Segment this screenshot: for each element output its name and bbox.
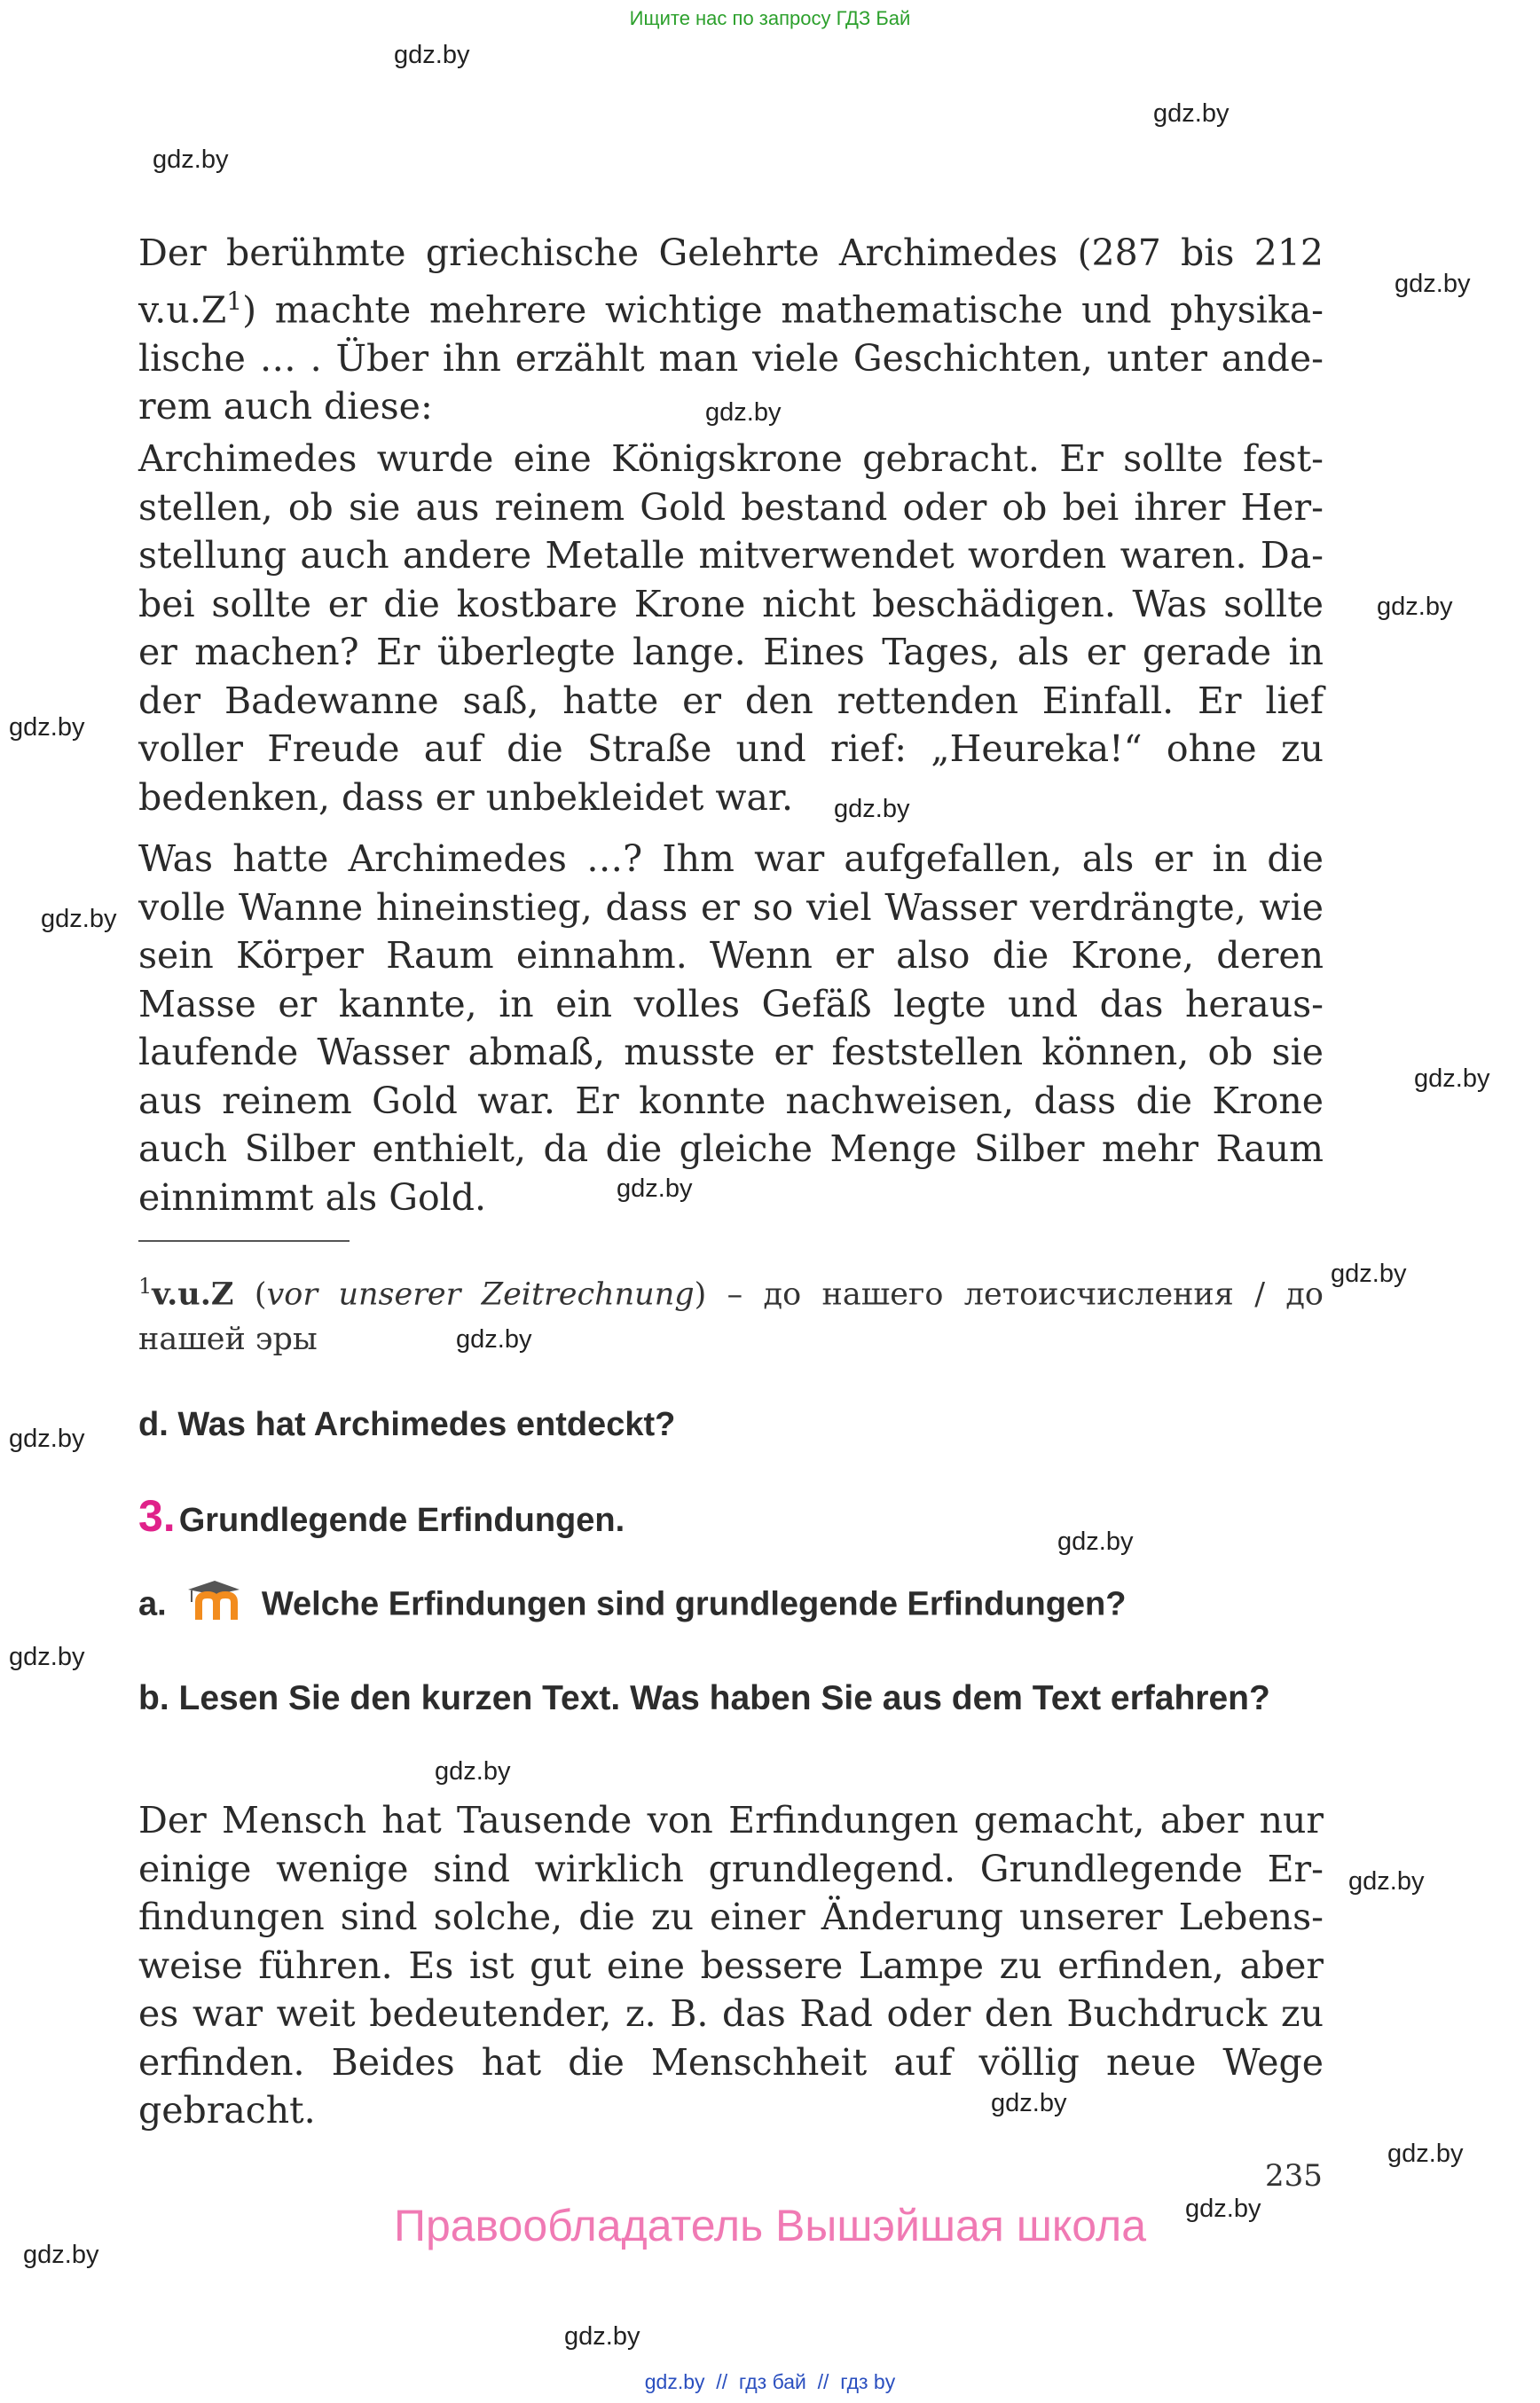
paragraph-intro xyxy=(138,229,1324,431)
watermark: gdz.by xyxy=(1057,1527,1134,1556)
watermark: gdz.by xyxy=(394,41,470,69)
watermark: gdz.by xyxy=(1395,270,1471,298)
footnote-marker: 1 xyxy=(138,1274,153,1299)
watermark: gdz.by xyxy=(1377,593,1453,621)
paragraph-story: Archimedes wurde eine Königskrone gebracht. Er sollte feststellen, ob sie aus reinem Gold bestand oder ob bei ihrer Herstellung auch andere Metalle mitverwendet worden waren. Dabei sollte er die kostbare Krone nicht beschädigen. Was sollte er machen? Er überlegte lange. Eines Tages, als er gerade in der Badewanne saß, hatte er den rettenden Einfall. Er lief voller Freude auf die Straße und rief: „Heureka!“ ohne zu bedenken, dass er unbekleidet war. xyxy=(138,437,1324,819)
task-d: d. Was hat Archimedes entdeckt? xyxy=(138,1406,676,1443)
bottom-links[interactable]: gdz.by // гдз бай // гдз by xyxy=(644,2370,896,2393)
footnote-text: ( xyxy=(233,1276,267,1313)
watermark: gdz.by xyxy=(1331,1260,1407,1288)
footnote-italic: vor unserer Zeitrechnung xyxy=(266,1276,695,1313)
section-number: 3. xyxy=(138,1491,176,1541)
moodle-logo-icon xyxy=(179,1579,243,1633)
copyright-notice: Правообладатель Вышэйшая школа xyxy=(394,2201,1146,2250)
footnote-abbr: v.u.Z xyxy=(152,1276,234,1313)
watermark: gdz.by xyxy=(834,795,910,823)
paragraph-text: ) machte mehrere wichtige mathematische und physikalische … . Über ihn erzählt man viele Geschichten, unter anderem auch diese: xyxy=(138,288,1324,428)
top-banner[interactable]: Ищите нас по запросу ГДЗ Бай xyxy=(629,7,911,29)
section-title: Grundlegende Erfindungen. xyxy=(178,1502,625,1539)
watermark: gdz.by xyxy=(617,1174,693,1203)
paragraph-inventions: Der Mensch hat Tausende von Erfindungen gemacht, aber nur einige wenige sind wirklich grundlegend. Grundlegende Erfindungen sind solche, die zu einer Änderung unserer Lebensweise führen. Es ist gut eine bessere Lampe zu erfinden, aber es war weit bedeutender, z. B. das Rad oder den Buchdruck zu erfinden. Beides hat die Menschheit auf völlig neue Wege gebracht. xyxy=(138,1799,1324,2132)
watermark: gdz.by xyxy=(23,2241,99,2269)
watermark: gdz.by xyxy=(705,398,782,427)
watermark: gdz.by xyxy=(991,2089,1067,2117)
watermark: gdz.by xyxy=(1185,2195,1261,2223)
watermark: gdz.by xyxy=(9,1643,85,1671)
page-number: 235 xyxy=(1265,2158,1323,2194)
watermark: gdz.by xyxy=(1414,1064,1490,1093)
watermark: gdz.by xyxy=(41,905,117,933)
footnote-divider xyxy=(138,1240,350,1242)
watermark: gdz.by xyxy=(456,1325,532,1354)
watermark: gdz.by xyxy=(9,1425,85,1453)
footnote xyxy=(138,1264,1324,1362)
watermark: gdz.by xyxy=(1348,1867,1425,1896)
watermark: gdz.by xyxy=(564,2322,640,2351)
section-heading xyxy=(138,1490,1324,1543)
watermark: gdz.by xyxy=(1387,2140,1464,2168)
task-a xyxy=(138,1579,1324,1633)
watermark: gdz.by xyxy=(9,713,85,742)
footnote-text: ) – до нашего летоисчисления / до нашей эры xyxy=(138,1276,1324,1357)
task-a-letter: a. xyxy=(138,1585,167,1623)
task-b: b. Lesen Sie den kurzen Text. Was haben Sie aus dem Text erfahren? xyxy=(138,1679,1270,1717)
watermark: gdz.by xyxy=(153,145,229,174)
paragraph-explanation: Was hatte Archimedes …? Ihm war aufgefallen, als er in die volle Wanne hineinstieg, dass er so viel Wasser verdrängte, wie sein Körper Raum einnahm. Wenn er also die Krone, deren Masse er kannte, in ein volles Gefäß legte und das herauslaufende Wasser abmaß, musste er feststellen können, ob sie aus reinem Gold war. Er konnte nachweisen, dass die Krone auch Silber enthielt, da die gleiche Menge Silber mehr Raum einnimmt als Gold. xyxy=(138,837,1324,1219)
task-a-text: Welche Erfindungen sind grundlegende Erfindungen? xyxy=(261,1585,1127,1623)
footnote-ref: 1 xyxy=(226,286,243,316)
paragraph-text: Der berühmte griechische Gelehrte Archimedes (287 bis 212 v.u.Z xyxy=(138,232,1324,332)
watermark: gdz.by xyxy=(1153,99,1230,128)
watermark: gdz.by xyxy=(435,1757,511,1786)
